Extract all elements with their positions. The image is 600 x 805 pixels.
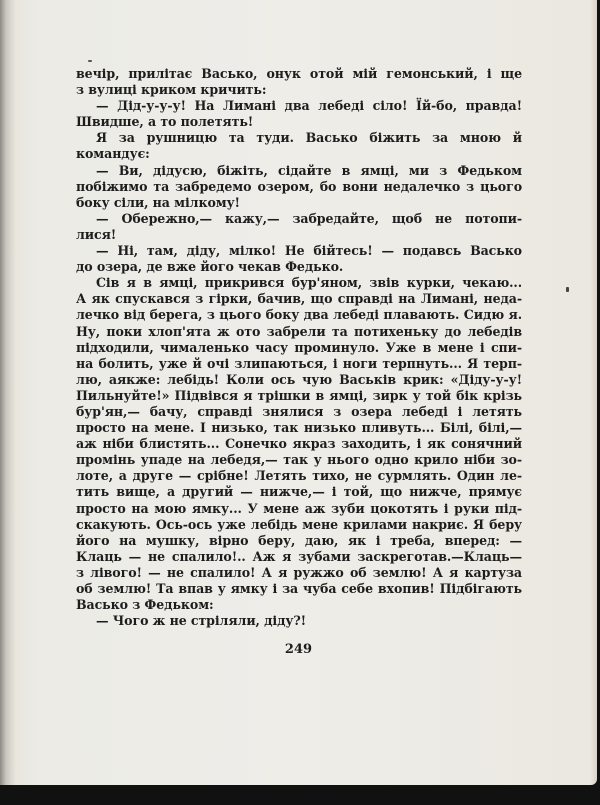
text-line: Ну, поки хлоп'ята ж ото забрели та потихеньку до лебедів (76, 323, 522, 339)
text-line: лоте, а друге — срібне! Летять тихо, не сурмлять. Один ле- (76, 468, 522, 484)
body-text (76, 66, 522, 629)
text-line: з вулиці криком кричить: (76, 82, 267, 98)
text-line: Пильнуйте!» Підвівся я трішки в ямці, зирк у той бік крізь (76, 387, 522, 403)
text-line: — Ви, дідусю, біжіть, сідайте в ямці, ми з Федьком (96, 162, 522, 178)
text-line: його на мушку, вірно беру, даю, як і треба, вперед: — (76, 532, 522, 548)
text-line: лечко від берега, з цього боку два лебеді плавають. Сидю я. (76, 307, 522, 323)
text-line: лися! (76, 226, 117, 242)
text-line: просто на мою ямку... У мене аж зуби цокотять і руки під- (76, 500, 522, 516)
text-line: — Обережно,— кажу,— забредайте, щоб не потопи- (96, 210, 522, 226)
text-line: лю, аякже: лебідь! Коли ось чую Васьків крик: «Діду-у-у! (76, 371, 522, 387)
text-line: — Ні, там, діду, мілко! Не бійтесь! — подавсь Васько (96, 243, 522, 259)
text-line: просто на мене. І низько, так низько пливуть... Білі, білі,— (76, 420, 522, 436)
text-line: побіжимо та забредемо озером, бо вони недалечко з цього (76, 178, 522, 194)
text-line: з лівого! — не спалило! А я ружжо об землю! А я картуза (76, 564, 522, 580)
text-line: Швидше, а то полетять! (76, 114, 254, 130)
text-line: об землю! Та впав у ямку і за чуба себе вхопив! Підбігають (76, 581, 522, 596)
text-line: бур'ян,— бачу, справді знялися з озера лебеді і летять (76, 403, 522, 419)
ink-speck (88, 60, 92, 62)
text-line: підходили, чималенько часу проминуло. Уже в мене і спи- (76, 339, 522, 355)
text-line: вечір, прилітає Васько, онук отой мій гемонський, і ще (76, 66, 522, 81)
text-line: Я за рушницю та туди. Васько біжить за мною й (96, 130, 522, 146)
text-line: промінь упаде на лебедя,— так у нього одно крило ніби зо- (76, 452, 522, 468)
text-line: — Чого ж не стріляли, діду?! (96, 613, 307, 629)
text-line: до озера, де вже його чекав Федько. (76, 259, 344, 275)
text-line: Клаць — не спалило!.. Аж я зубами заскреготав.—Клаць— (76, 548, 522, 564)
text-line: на болить, уже й очі злипаються, і ноги терпнуть... Я терп- (76, 355, 522, 371)
text-line: Васько з Федьком: (76, 597, 214, 613)
text-line: тить вище, а другий — нижче,— і той, що нижче, прямує (76, 484, 522, 500)
page-number: 249 (284, 642, 313, 657)
text-line: командує: (76, 146, 150, 162)
text-line: А як спускався з гірки, бачив, що справді на Лимані, неда- (76, 291, 522, 307)
text-line: боку сіли, на мілкому! (76, 194, 240, 210)
text-line: скакують. Ось-ось уже лебідь мене крилами накриє. Я беру (76, 516, 522, 532)
ink-speck (566, 287, 569, 292)
text-line: аж ніби блистять... Сонечко якраз заходить, і як сонячний (76, 436, 522, 452)
text-line: Сів я в ямці, прикрився бур'яном, звів курки, чекаю... (96, 275, 522, 291)
text-line: — Дід-у-у-у! На Лимані два лебеді сіло! Їй-бо, правда! (96, 98, 522, 114)
